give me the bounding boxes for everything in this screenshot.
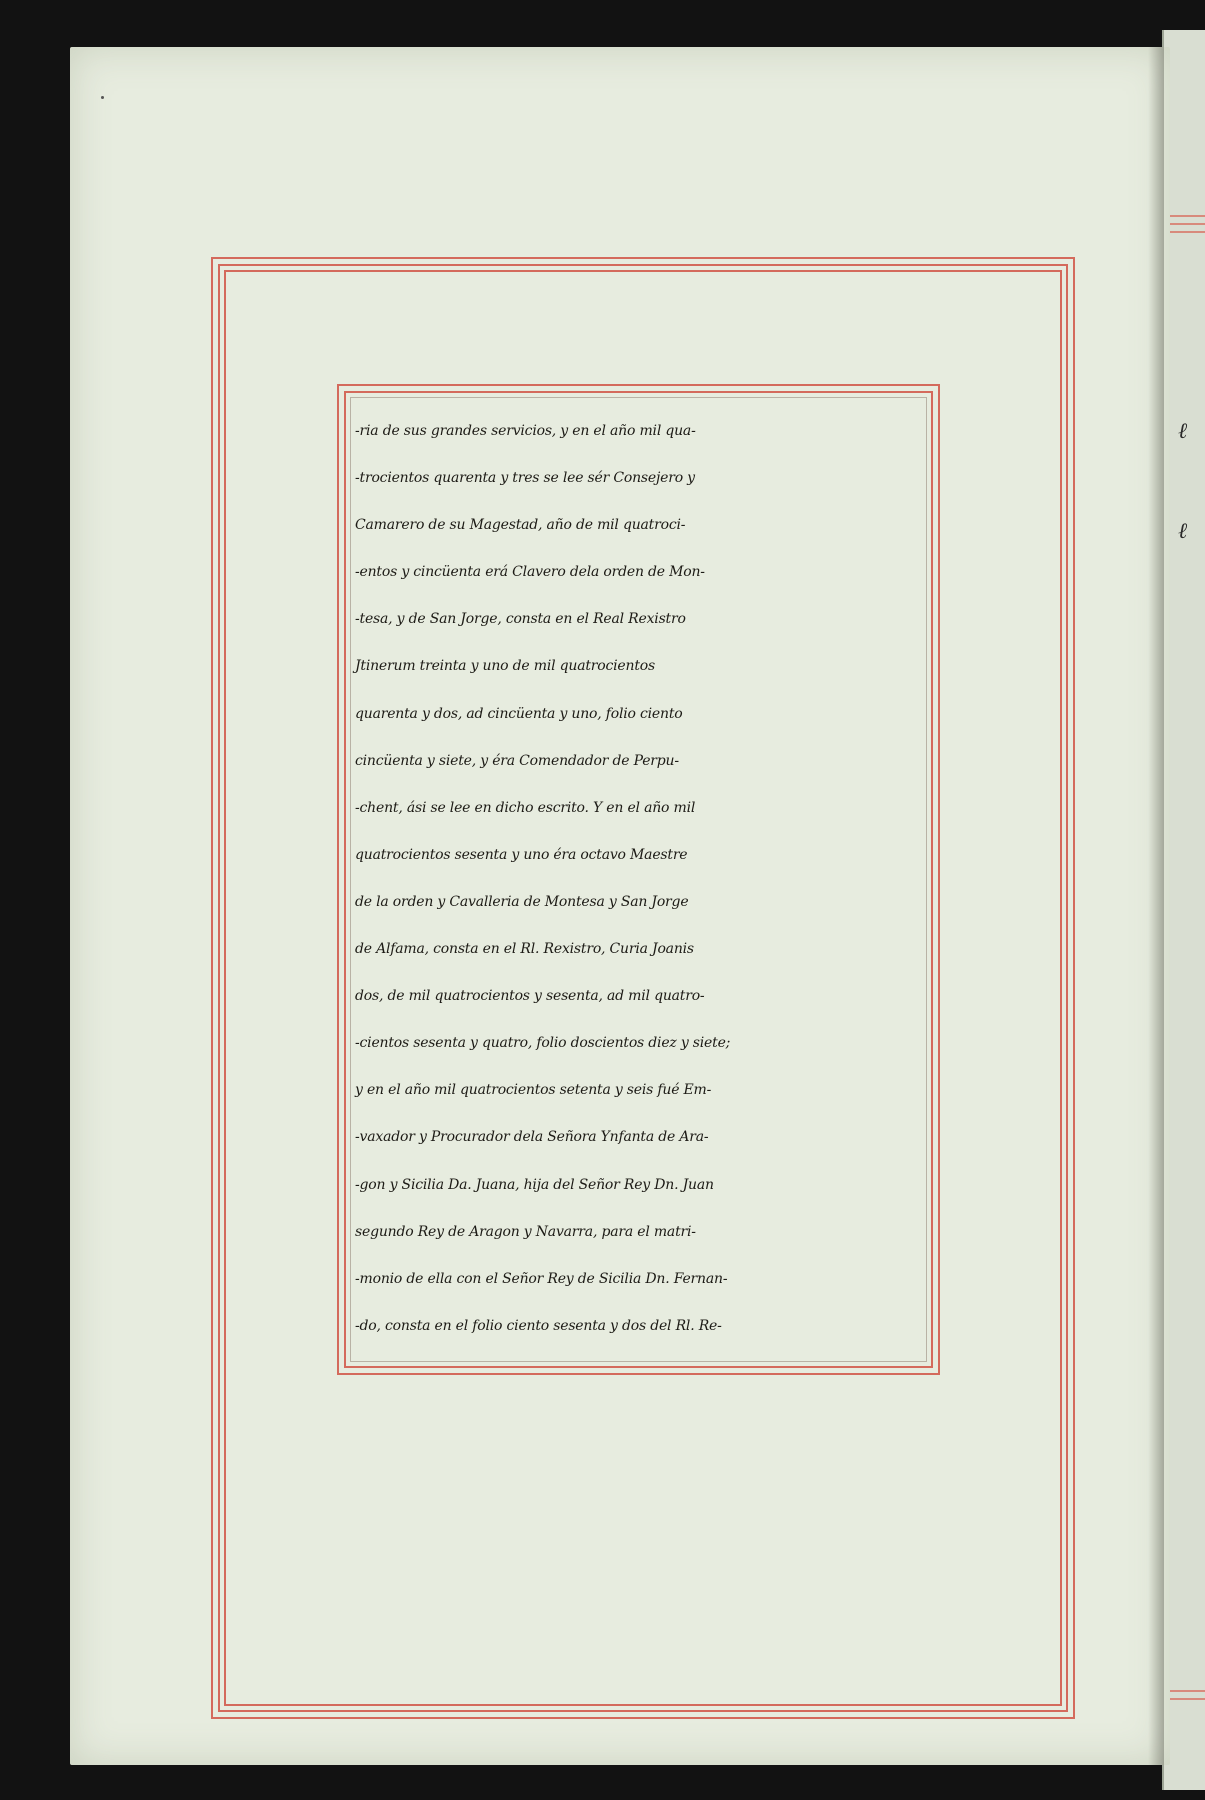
facing-ruling bbox=[1170, 223, 1205, 225]
text-line: segundo Rey de Aragon y Navarra, para el matri- bbox=[355, 1223, 696, 1240]
text-line: dos, de mil quatrocientos y sesenta, ad mil quatro- bbox=[355, 988, 705, 1005]
ink-speck bbox=[101, 96, 104, 99]
text-line: -cientos sesenta y quatro, folio doscientos diez y siete; bbox=[355, 1035, 731, 1052]
text-line: Jtinerum treinta y uno de mil quatrocientos bbox=[355, 658, 655, 675]
text-line: Camarero de su Magestad, año de mil quatroci- bbox=[355, 517, 686, 534]
text-line: -tesa, y de San Jorge, consta en el Real Rexistro bbox=[355, 611, 686, 628]
text-line: -monio de ella con el Señor Rey de Sicilia Dn. Fernan- bbox=[355, 1270, 728, 1287]
manuscript-text bbox=[355, 408, 945, 1350]
facing-ink-mark: ℓ bbox=[1178, 419, 1188, 444]
text-line: -trocientos quarenta y tres se lee sér Consejero y bbox=[355, 470, 695, 487]
text-line: -entos y cincüenta erá Clavero dela orden de Mon- bbox=[355, 564, 705, 581]
text-line: y en el año mil quatrocientos setenta y seis fué Em- bbox=[355, 1082, 712, 1099]
text-line: de la orden y Cavalleria de Montesa y San Jorge bbox=[355, 893, 689, 910]
facing-ruling bbox=[1170, 215, 1205, 217]
text-line: -ria de sus grandes servicios, y en el año mil qua- bbox=[355, 423, 696, 439]
text-line: de Alfama, consta en el Rl. Rexistro, Curia Joanis bbox=[355, 941, 694, 958]
text-line: -gon y Sicilia Da. Juana, hija del Señor Rey Dn. Juan bbox=[355, 1176, 714, 1193]
text-line: -do, consta en el folio ciento sesenta y dos del Rl. Re- bbox=[355, 1317, 722, 1334]
text-line: -chent, ási se lee en dicho escrito. Y en el año mil bbox=[355, 799, 696, 816]
facing-ruling bbox=[1170, 1690, 1205, 1692]
text-line: -vaxador y Procurador dela Señora Ynfanta de Ara- bbox=[355, 1129, 709, 1146]
facing-ruling bbox=[1170, 231, 1205, 233]
text-line: quatrocientos sesenta y uno éra octavo Maestre bbox=[355, 846, 688, 863]
facing-ink-mark: ℓ bbox=[1178, 519, 1188, 544]
facing-ruling bbox=[1170, 1698, 1205, 1700]
text-line: cincüenta y siete, y éra Comendador de Perpu- bbox=[355, 752, 679, 769]
gutter-shadow bbox=[1148, 47, 1164, 1765]
text-line: quarenta y dos, ad cincüenta y uno, folio ciento bbox=[355, 705, 683, 722]
